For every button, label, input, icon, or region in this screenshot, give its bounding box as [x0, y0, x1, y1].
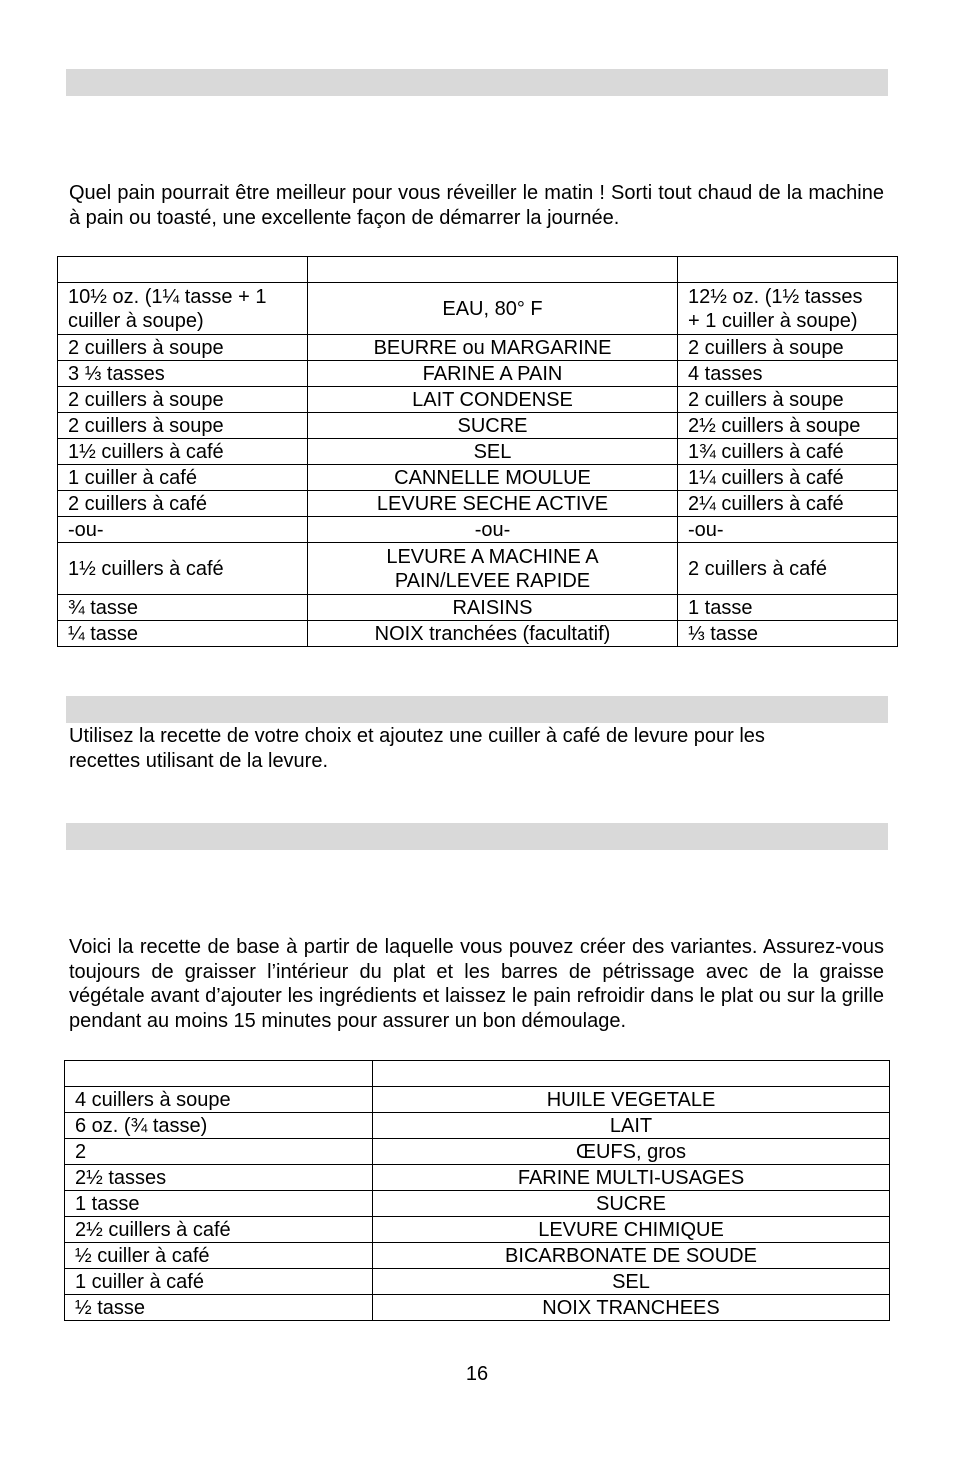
table-row: [58, 517, 898, 543]
table-cell: ¼ tasse: [58, 621, 308, 647]
table-cell: 2½ cuillers à café: [65, 1217, 373, 1243]
table-row: [58, 283, 898, 335]
recipe-intro: Quel pain pourrait être meilleur pour vous réveiller le matin ! Sorti tout chaud de la machine à pain ou toasté, une excellente façon de démarrer la journée.: [69, 182, 884, 229]
table-cell: SUCRE: [308, 413, 678, 439]
table-row: [65, 1139, 890, 1165]
table-row: [58, 595, 898, 621]
table-cell: ½ cuiller à café: [65, 1243, 373, 1269]
table-row: [58, 335, 898, 361]
table-cell: 2 cuillers à soupe: [678, 387, 898, 413]
table-row: [65, 1087, 890, 1113]
table-cell: 4 cuillers à soupe: [65, 1087, 373, 1113]
table-cell: FARINE A PAIN: [308, 361, 678, 387]
table-cell: 1½ cuillers à café: [58, 439, 308, 465]
variation-note: Utilisez la recette de votre choix et ajoutez une cuiller à café de levure pour les recettes utilisant de la levure.: [69, 725, 765, 772]
table-cell: ¾ tasse: [58, 595, 308, 621]
table-cell: 2 cuillers à café: [58, 491, 308, 517]
table-row: [65, 1269, 890, 1295]
table-cell: SUCRE: [373, 1191, 890, 1217]
table-cell: LEVURE CHIMIQUE: [373, 1217, 890, 1243]
table-cell: LAIT: [373, 1113, 890, 1139]
table-cell: -ou-: [678, 517, 898, 543]
table-cell: ⅓ tasse: [678, 621, 898, 647]
table-cell: 3 ⅓ tasses: [58, 361, 308, 387]
table-cell: HUILE VEGETALE: [373, 1087, 890, 1113]
table-header-cell: [373, 1061, 890, 1087]
table-cell: 2: [65, 1139, 373, 1165]
table-cell: -ou-: [308, 517, 678, 543]
table-cell: NOIX tranchées (facultatif): [308, 621, 678, 647]
section-heading-bar: [66, 69, 888, 96]
section-heading-bar: [66, 696, 888, 723]
table-row: [58, 621, 898, 647]
table-row: [58, 465, 898, 491]
table-row: [58, 387, 898, 413]
table-cell: 6 oz. (¾ tasse): [65, 1113, 373, 1139]
table-cell: 1 cuiller à café: [58, 465, 308, 491]
table-row: [65, 1217, 890, 1243]
table-cell: 10½ oz. (1¼ tasse + 1 cuiller à soupe): [58, 283, 308, 335]
table-header-cell: [308, 257, 678, 283]
table-row: [65, 1191, 890, 1217]
table-cell: 2¼ cuillers à café: [678, 491, 898, 517]
table-cell: 1½ cuillers à café: [58, 543, 308, 595]
basic-recipe-intro: Voici la recette de base à partir de laquelle vous pouvez créer des variantes. Assurez-vous toujours de graisser l’intérieur du plat et les barres de pétrissage avec de la graisse végétale avant d’ajouter les ingrédients et laissez le pain refroidir dans le plat ou sur la grille pendant au moins 15 minutes pour assurer un bon démoulage.: [69, 936, 884, 1032]
table-cell: LEVURE SECHE ACTIVE: [308, 491, 678, 517]
table-cell: 2 cuillers à soupe: [58, 413, 308, 439]
table-cell: ½ tasse: [65, 1295, 373, 1321]
table-cell: 4 tasses: [678, 361, 898, 387]
table-cell: 2½ cuillers à soupe: [678, 413, 898, 439]
ingredients-table: [64, 1060, 890, 1321]
table-header-cell: [678, 257, 898, 283]
table-cell: FARINE MULTI-USAGES: [373, 1165, 890, 1191]
table-row: [58, 491, 898, 517]
table-cell: EAU, 80° F: [308, 283, 678, 335]
table-header-cell: [65, 1061, 373, 1087]
table-row: [65, 1165, 890, 1191]
table-cell: 2 cuillers à soupe: [58, 387, 308, 413]
table-row: [58, 439, 898, 465]
table-row: [65, 1243, 890, 1269]
table-cell: SEL: [308, 439, 678, 465]
ingredients-table: [57, 256, 898, 647]
table-cell: 1¼ cuillers à café: [678, 465, 898, 491]
table-header-row: [65, 1061, 890, 1087]
table-header-cell: [58, 257, 308, 283]
page-number: 16: [465, 1363, 489, 1385]
table-row: [58, 543, 898, 595]
table-cell: BEURRE ou MARGARINE: [308, 335, 678, 361]
table-cell: BICARBONATE DE SOUDE: [373, 1243, 890, 1269]
table-cell: 12½ oz. (1½ tasses + 1 cuiller à soupe): [678, 283, 898, 335]
table-cell: NOIX TRANCHEES: [373, 1295, 890, 1321]
table-cell: LEVURE A MACHINE A PAIN/LEVEE RAPIDE: [308, 543, 678, 595]
table-cell: 2 cuillers à café: [678, 543, 898, 595]
table-row: [58, 413, 898, 439]
table-cell: 1¾ cuillers à café: [678, 439, 898, 465]
table-cell: CANNELLE MOULUE: [308, 465, 678, 491]
table-cell: 1 tasse: [65, 1191, 373, 1217]
table-cell: RAISINS: [308, 595, 678, 621]
table-cell: 2 cuillers à soupe: [58, 335, 308, 361]
table-cell: 2½ tasses: [65, 1165, 373, 1191]
table-cell: -ou-: [58, 517, 308, 543]
table-row: [65, 1295, 890, 1321]
table-cell: 2 cuillers à soupe: [678, 335, 898, 361]
section-heading-bar: [66, 823, 888, 850]
table-row: [58, 361, 898, 387]
table-cell: LAIT CONDENSE: [308, 387, 678, 413]
table-cell: ŒUFS, gros: [373, 1139, 890, 1165]
table-header-row: [58, 257, 898, 283]
table-row: [65, 1113, 890, 1139]
table-cell: SEL: [373, 1269, 890, 1295]
table-cell: 1 tasse: [678, 595, 898, 621]
table-cell: 1 cuiller à café: [65, 1269, 373, 1295]
